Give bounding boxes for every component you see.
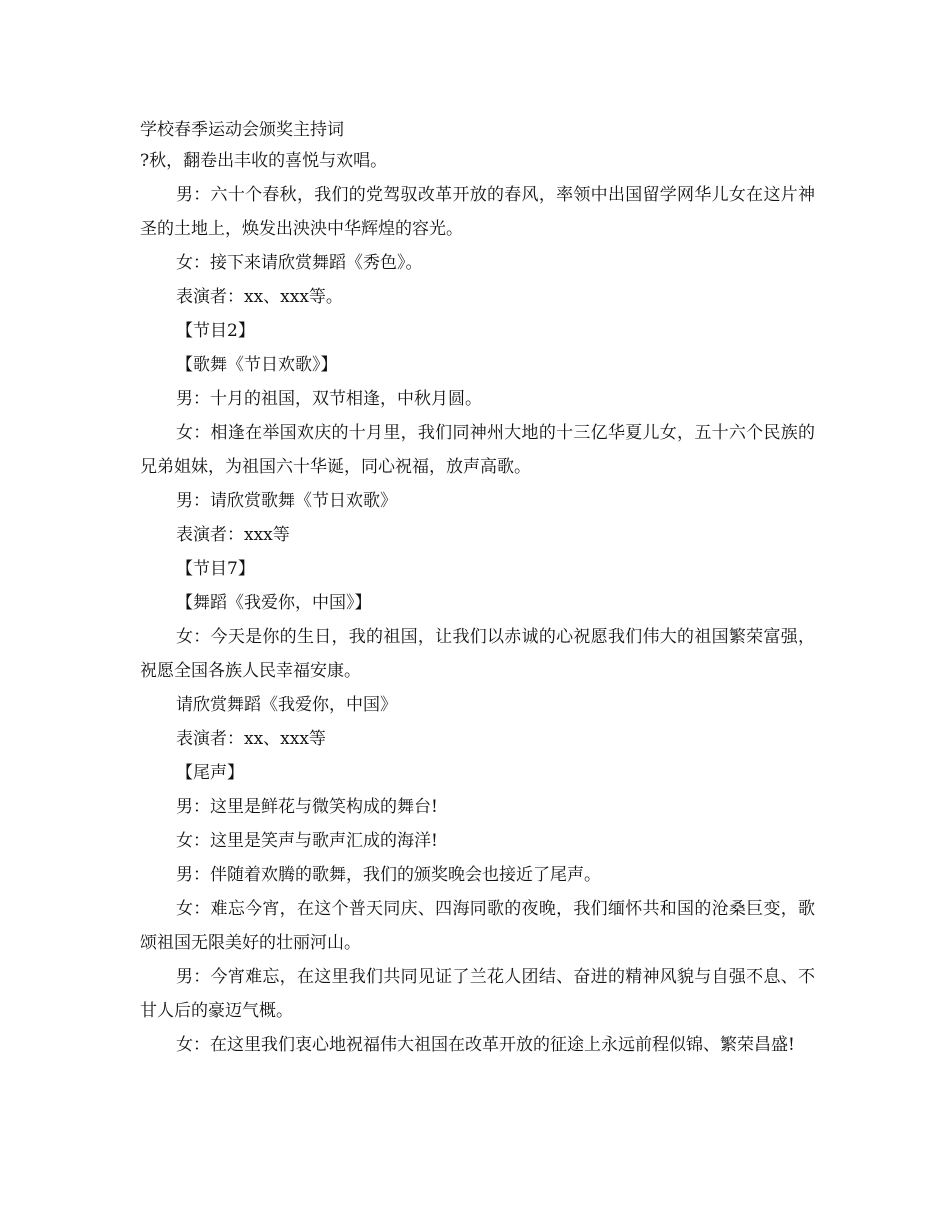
section-heading: 【歌舞《节日欢歌》】 [176,355,338,375]
section-heading: 【舞蹈《我爱你，中国》】 [176,593,372,613]
paragraph: 请欣赏舞蹈《我爱你，中国》 [176,695,397,715]
section-heading: 【节目2】 [176,321,255,341]
paragraph: ?秋，翻卷出丰收的喜悦与欢唱。 [140,151,388,171]
paragraph: 男：六十个春秋，我们的党驾驭改革开放的春风，率领中出国留学网华儿女在这片神圣的土地上，焕发出泱泱中华辉煌的容光。 [140,185,815,239]
paragraph: 女：相逢在举国欢庆的十月里，我们同神州大地的十三亿华夏儿女，五十六个民族的兄弟姐妹，为祖国六十华诞，同心祝福，放声高歌。 [140,423,815,477]
paragraph: 女：这里是笑声与歌声汇成的海洋! [176,831,438,851]
paragraph: 女：在这里我们衷心地祝福伟大祖国在改革开放的征途上永远前程似锦、繁荣昌盛! [176,1035,795,1055]
paragraph: 表演者：xxx等 [176,525,290,545]
paragraph: 男：伴随着欢腾的歌舞，我们的颁奖晚会也接近了尾声。 [176,865,601,885]
section-heading: 【节目7】 [176,559,255,579]
paragraph: 男：这里是鲜花与微笑构成的舞台! [176,797,438,817]
section-heading: 【尾声】 [176,763,244,783]
document-title: 学校春季运动会颁奖主持词 [140,120,344,140]
paragraph: 女：难忘今宵，在这个普天同庆、四海同歌的夜晚，我们缅怀共和国的沧桑巨变，歌颂祖国无限美好的壮丽河山。 [140,899,815,953]
document-body [140,116,815,1062]
paragraph: 男：十月的祖国，双节相逢，中秋月圆。 [176,389,482,409]
paragraph: 表演者：xx、xxx等 [176,729,326,749]
paragraph: 女：接下来请欣赏舞蹈《秀色》。 [176,253,423,273]
paragraph: 表演者：xx、xxx等。 [176,287,343,307]
paragraph: 男：请欣赏歌舞《节日欢歌》 [176,491,397,511]
paragraph: 女：今天是你的生日，我的祖国，让我们以赤诚的心祝愿我们伟大的祖国繁荣富强，祝愿全国各族人民幸福安康。 [140,627,815,681]
paragraph: 男：今宵难忘，在这里我们共同见证了兰花人团结、奋进的精神风貌与自强不息、不甘人后的豪迈气概。 [140,967,815,1021]
